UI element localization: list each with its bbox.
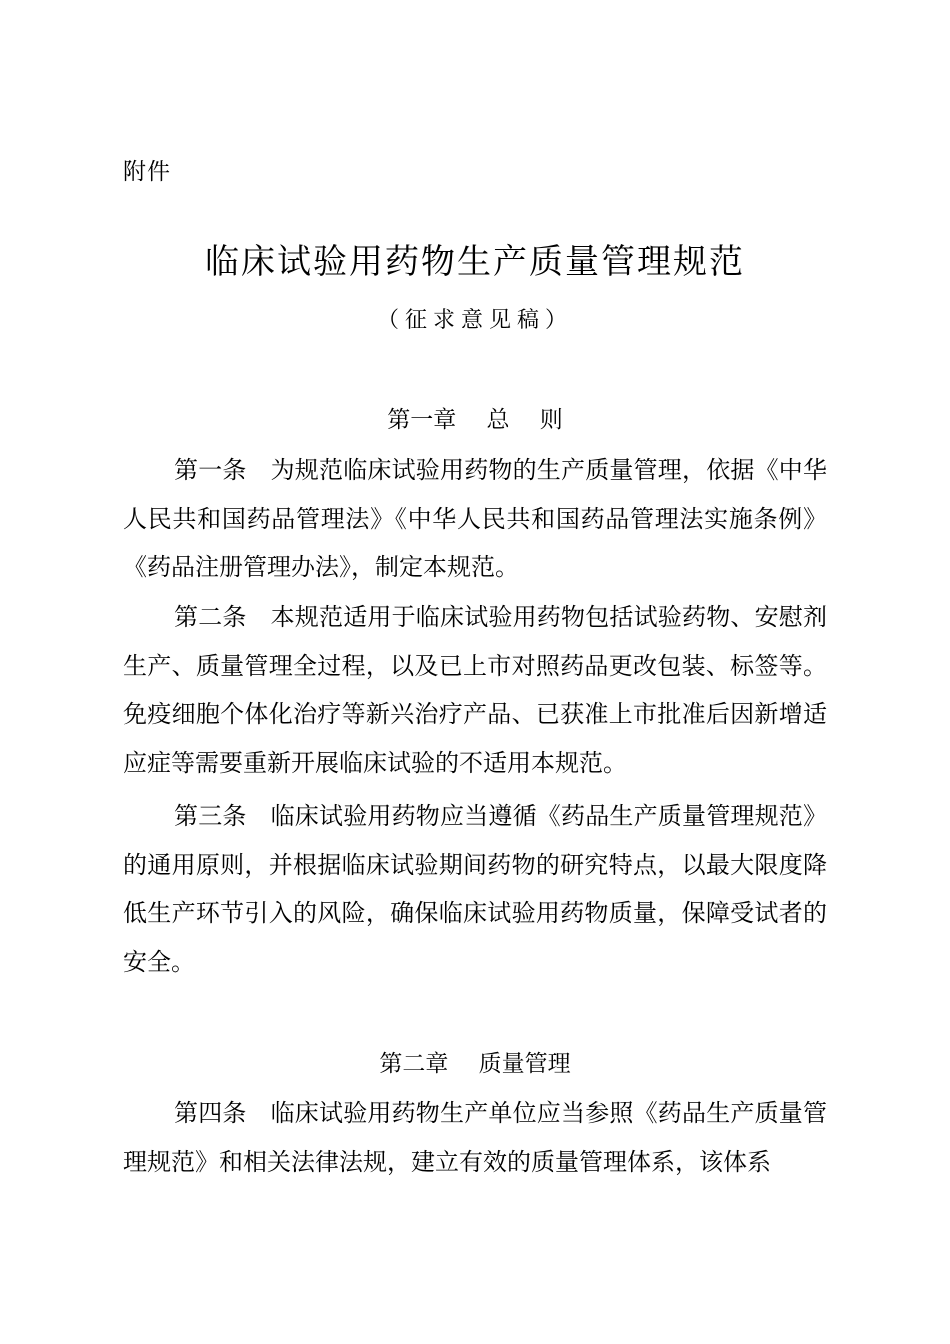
- document-title: 临床试验用药物生产质量管理规范: [205, 242, 745, 282]
- document-subtitle: （征求意见稿）: [376, 308, 573, 333]
- article-number: 第三条: [174, 802, 247, 830]
- article-number: 第二条: [174, 603, 247, 631]
- article-4: [123, 1089, 827, 1186]
- article-3: [123, 792, 827, 986]
- article-text: 临床试验用药物应当遵循《药品生产质量管理规范》的通用原则，并根据临床试验期间药物的研究特点，以最大限度降低生产环节引入的风险，确保临床试验用药物质量，保障受试者的安全。: [123, 802, 828, 976]
- chapter-heading-2: 第二章 质量管理: [379, 1051, 571, 1077]
- article-text: 为规范临床试验用药物的生产质量管理，依据《中华人民共和国药品管理法》《中华人民共和国药品管理法实施条例》《药品注册管理办法》，制定本规范。: [123, 456, 828, 581]
- article-2: [123, 593, 827, 787]
- article-text: 本规范适用于临床试验用药物包括试验药物、安慰剂生产、质量管理全过程，以及已上市对照药品更改包装、标签等。免疫细胞个体化治疗等新兴治疗产品、已获准上市批准后因新增适应症等需要重新开展临床试验的不适用本规范。: [123, 603, 828, 777]
- article-text: 临床试验用药物生产单位应当参照《药品生产质量管理规范》和相关法律法规，建立有效的质量管理体系，该体系: [123, 1099, 828, 1176]
- article-number: 第一条: [174, 456, 247, 484]
- article-number: 第四条: [174, 1099, 247, 1127]
- article-1: [123, 446, 827, 592]
- chapter-heading-1: 第一章 总 则: [387, 407, 563, 433]
- attachment-label: 附件: [123, 159, 171, 185]
